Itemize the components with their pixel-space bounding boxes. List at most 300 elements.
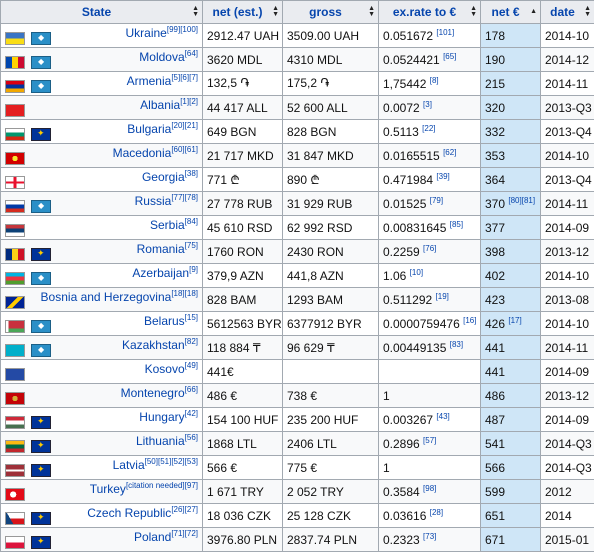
gross-cell-value: 3509.00 UAH [287, 29, 359, 43]
net-cell-value: 3620 MDL [207, 53, 262, 67]
moldova-flag-icon[interactable] [5, 56, 25, 69]
net-cell [203, 144, 283, 168]
sort-updown-icon[interactable]: ▲ ▼ [368, 6, 375, 18]
state-link[interactable]: Bosnia and Herzegovina [41, 290, 172, 304]
net-cell-value: 44 417 ALL [207, 101, 268, 115]
state-link[interactable]: Armenia [127, 74, 172, 88]
table-row [1, 192, 594, 216]
latvia-flag-icon[interactable] [5, 464, 25, 477]
eu-flag-icon[interactable] [31, 248, 51, 261]
cis-emblem-icon[interactable] [31, 200, 51, 213]
gross-cell-value: 4310 MDL [287, 53, 342, 67]
belarus-flag-icon[interactable] [5, 320, 25, 333]
sort-updown-icon[interactable]: ▲ ▼ [584, 6, 591, 18]
net-cell-value: 1760 RON [207, 245, 264, 259]
gross-cell [283, 192, 379, 216]
state-link[interactable]: Czech Republic [87, 506, 171, 520]
rate-cell-value: 0.3584 [383, 485, 420, 499]
net-euro-cell [481, 264, 541, 288]
net-cell [203, 480, 283, 504]
net-cell-value: 379,9 AZN [207, 269, 264, 283]
state-citation[interactable]: [77][78] [171, 193, 198, 202]
net-euro-cell [481, 408, 541, 432]
state-citation[interactable]: [18][18] [171, 289, 198, 298]
rate-cell [379, 96, 481, 120]
hungary-flag-icon[interactable] [5, 416, 25, 429]
sort-updown-icon[interactable]: ▲ ▼ [192, 6, 199, 18]
net-cell-value: 486 € [207, 389, 237, 403]
net-cell [203, 288, 283, 312]
state-citation[interactable]: [66] [185, 385, 198, 394]
net-euro-cell-value: 402 [485, 269, 505, 283]
state-citation[interactable]: [1][2] [180, 97, 198, 106]
net-cell-value: 566 € [207, 461, 237, 475]
azerbaijan-flag-icon[interactable] [5, 272, 25, 285]
citation-link[interactable]: [79] [430, 196, 443, 205]
state-citation[interactable]: [82] [185, 337, 198, 346]
net-cell [203, 456, 283, 480]
date-cell-value: 2013-Q4 [545, 173, 592, 187]
net-cell [203, 504, 283, 528]
state-citation[interactable]: [38] [185, 169, 198, 178]
net-euro-cell-value: 651 [485, 509, 505, 523]
state-citation[interactable]: [75] [185, 241, 198, 250]
rate-cell [379, 72, 481, 96]
ukraine-flag-icon[interactable] [5, 32, 25, 45]
date-cell [541, 192, 594, 216]
rate-cell-value: 1.06 [383, 269, 406, 283]
state-link[interactable]: Turkey [90, 482, 126, 496]
turkey-flag-icon[interactable] [5, 488, 25, 501]
state-link[interactable]: Macedonia [113, 146, 172, 160]
net-euro-cell [481, 312, 541, 336]
date-cell [541, 168, 594, 192]
gross-cell [283, 216, 379, 240]
net-cell [203, 432, 283, 456]
gross-cell-value: 235 200 HUF [287, 413, 358, 427]
table-row [1, 432, 594, 456]
date-cell-value: 2014-Q3 [545, 437, 592, 451]
gross-cell-value: 2406 LTL [287, 437, 337, 451]
net-euro-cell [481, 48, 541, 72]
state-citation[interactable]: [9] [189, 265, 198, 274]
rate-cell-value: 0.5113 [383, 125, 419, 139]
citation-link[interactable]: [10] [410, 268, 423, 277]
eu-flag-icon[interactable] [31, 416, 51, 429]
state-link[interactable]: Bulgaria [127, 122, 171, 136]
state-citation[interactable]: [49] [185, 361, 198, 370]
czech-flag-icon[interactable] [5, 512, 25, 525]
date-cell [541, 480, 594, 504]
state-citation[interactable]: [5][6][7] [171, 73, 198, 82]
bulgaria-flag-icon[interactable] [5, 128, 25, 141]
net-euro-cell [481, 96, 541, 120]
column-header-date[interactable]: date ▲ ▼ [541, 1, 594, 24]
table-row [1, 456, 594, 480]
gross-cell [283, 432, 379, 456]
date-cell-value: 2014 [545, 509, 572, 523]
sort-updown-icon[interactable]: ▲ ▼ [272, 6, 279, 18]
net-cell-value: 45 610 RSD [207, 221, 272, 235]
bosnia-flag-icon[interactable] [5, 296, 25, 309]
net-euro-cell [481, 192, 541, 216]
net-euro-cell [481, 144, 541, 168]
net-cell [203, 336, 283, 360]
citation-link[interactable]: [85] [450, 220, 463, 229]
date-cell-value: 2013-Q3 [545, 101, 592, 115]
date-cell-value: 2014-11 [545, 197, 588, 211]
net-euro-cell-value: 332 [485, 125, 505, 139]
column-header-net-est[interactable]: net (est.) ▲ ▼ [203, 1, 283, 24]
cis-emblem-icon[interactable] [31, 272, 51, 285]
rate-cell [379, 384, 481, 408]
gross-cell [283, 408, 379, 432]
gross-cell-value: 1293 BAM [287, 293, 343, 307]
net-euro-cell-value: 486 [485, 389, 505, 403]
rate-cell-value: 0.051672 [383, 29, 433, 43]
citation-link[interactable]: [83] [450, 340, 463, 349]
citation-link[interactable]: [76] [423, 244, 436, 253]
citation-link[interactable]: [22] [422, 124, 435, 133]
gross-cell-value: 25 128 CZK [287, 509, 351, 523]
state-link[interactable]: Moldova [139, 50, 184, 64]
net-cell [203, 24, 283, 48]
state-citation[interactable]: [56] [185, 433, 198, 442]
citation-link[interactable]: [43] [436, 412, 449, 421]
net-cell-value: 1 671 TRY [207, 485, 264, 499]
state-citation[interactable]: [20][21] [171, 121, 198, 130]
rate-cell [379, 336, 481, 360]
eu-flag-icon[interactable] [31, 464, 51, 477]
rate-cell [379, 408, 481, 432]
state-link[interactable]: Montenegro [121, 386, 185, 400]
gross-cell-value: 2430 RON [287, 245, 344, 259]
rate-cell [379, 504, 481, 528]
state-link[interactable]: Romania [137, 242, 185, 256]
date-cell [541, 96, 594, 120]
romania-flag-icon[interactable] [5, 248, 25, 261]
state-link[interactable]: Belarus [144, 314, 185, 328]
state-citation[interactable]: [84] [185, 217, 198, 226]
state-cell [1, 264, 203, 288]
net-euro-cell [481, 24, 541, 48]
citation-link[interactable]: [73] [423, 532, 436, 541]
column-header-state[interactable]: State ▲ ▼ [1, 1, 203, 24]
rate-cell-value: 0.2259 [383, 245, 420, 259]
gross-cell-value: 890 ₾ [287, 173, 320, 187]
rate-cell-value: 0.0165515 [383, 149, 440, 163]
kosovo-flag-icon[interactable] [5, 368, 25, 381]
net-euro-cell [481, 360, 541, 384]
rate-cell-value: 0.471984 [383, 173, 433, 187]
gross-cell [283, 24, 379, 48]
citation-link[interactable]: [3] [423, 100, 432, 109]
date-cell-value: 2012 [545, 485, 572, 499]
citation-link[interactable]: [19] [436, 292, 449, 301]
state-link[interactable]: Latvia [113, 458, 145, 472]
date-cell-value: 2014-09 [545, 221, 589, 235]
net-euro-cell-value: 320 [485, 101, 505, 115]
citation-link[interactable]: [16] [463, 316, 476, 325]
state-link[interactable]: Poland [134, 530, 171, 544]
date-cell-value: 2013-12 [545, 245, 589, 259]
date-cell-value: 2014-11 [545, 77, 588, 91]
gross-cell-value: 6377912 BYR [287, 317, 362, 331]
net-euro-cell-value: 370 [485, 197, 505, 211]
net-cell [203, 48, 283, 72]
table-row [1, 384, 594, 408]
net-euro-cell [481, 432, 541, 456]
rate-cell-value: 0.511292 [383, 293, 432, 307]
state-link[interactable]: Kazakhstan [122, 338, 185, 352]
poland-flag-icon[interactable] [5, 536, 25, 549]
rate-cell [379, 192, 481, 216]
state-cell [1, 456, 203, 480]
cis-emblem-icon[interactable] [31, 344, 51, 357]
date-cell [541, 360, 594, 384]
state-link[interactable]: Azerbaijan [132, 266, 189, 280]
citation-link[interactable]: [17] [508, 316, 521, 325]
cis-emblem-icon[interactable] [31, 320, 51, 333]
gross-cell [283, 528, 379, 552]
state-cell [1, 168, 203, 192]
gross-cell [283, 144, 379, 168]
citation-link[interactable]: [98] [423, 484, 436, 493]
state-citation[interactable]: [99][100] [167, 25, 198, 34]
state-citation[interactable]: [26][27] [171, 505, 198, 514]
citation-link[interactable]: [57] [423, 436, 436, 445]
citation-link[interactable]: [39] [436, 172, 449, 181]
sort-updown-icon[interactable]: ▲ ▼ [470, 6, 477, 18]
rate-cell [379, 312, 481, 336]
lithuania-flag-icon[interactable] [5, 440, 25, 453]
net-cell-value: 2912.47 UAH [207, 29, 279, 43]
table-row [1, 72, 594, 96]
cis-emblem-icon[interactable] [31, 80, 51, 93]
state-citation[interactable]: [50][51][52][53] [145, 457, 198, 466]
net-cell-value: 154 100 HUF [207, 413, 278, 427]
rate-cell-value: 0.00449135 [383, 341, 446, 355]
net-cell [203, 72, 283, 96]
state-link[interactable]: Lithuania [136, 434, 185, 448]
state-link[interactable]: Ukraine [126, 26, 167, 40]
table-row [1, 120, 594, 144]
table-row [1, 240, 594, 264]
rate-cell-value: 0.00831645 [383, 221, 446, 235]
net-euro-cell-value: 377 [485, 221, 505, 235]
state-cell [1, 288, 203, 312]
rate-cell [379, 264, 481, 288]
kazakhstan-flag-icon[interactable] [5, 344, 25, 357]
table-row [1, 96, 594, 120]
eu-flag-icon[interactable] [31, 440, 51, 453]
net-euro-cell [481, 336, 541, 360]
net-euro-cell-value: 426 [485, 317, 505, 331]
citation-link[interactable]: [80][81] [508, 196, 535, 205]
macedonia-flag-icon[interactable] [5, 152, 25, 165]
table-row [1, 336, 594, 360]
date-cell-value: 2014-09 [545, 365, 589, 379]
state-link[interactable]: Georgia [142, 170, 185, 184]
net-euro-cell-value: 441 [485, 341, 505, 355]
state-cell [1, 360, 203, 384]
net-cell-value: 771 ₾ [207, 173, 240, 187]
net-cell-value: 441€ [207, 365, 234, 379]
net-euro-cell-value: 487 [485, 413, 505, 427]
state-citation[interactable]: [citation needed][97] [126, 481, 198, 490]
net-euro-cell-value: 671 [485, 533, 505, 547]
state-cell [1, 216, 203, 240]
table-row [1, 408, 594, 432]
rate-cell-value: 0.2896 [383, 437, 420, 451]
state-cell [1, 504, 203, 528]
net-cell [203, 192, 283, 216]
net-euro-cell [481, 480, 541, 504]
net-euro-cell [481, 384, 541, 408]
state-cell [1, 432, 203, 456]
russia-flag-icon[interactable] [5, 200, 25, 213]
column-header-net-euro[interactable]: net € ▲ [481, 1, 541, 24]
date-cell [541, 264, 594, 288]
gross-cell-value: 175,2 ֏ [287, 76, 329, 90]
rate-cell-value: 1,75442 [383, 77, 426, 91]
gross-cell [283, 96, 379, 120]
cis-emblem-icon[interactable] [31, 56, 51, 69]
gross-cell [283, 360, 379, 384]
net-cell [203, 264, 283, 288]
table-row [1, 168, 594, 192]
eu-flag-icon[interactable] [31, 512, 51, 525]
rate-cell [379, 168, 481, 192]
state-cell [1, 24, 203, 48]
rate-cell [379, 144, 481, 168]
date-cell-value: 2014-09 [545, 413, 589, 427]
gross-cell-value: 96 629 ₸ [287, 341, 335, 355]
net-euro-cell-value: 566 [485, 461, 505, 475]
column-header-gross[interactable]: gross ▲ ▼ [283, 1, 379, 24]
date-cell [541, 456, 594, 480]
rate-cell [379, 24, 481, 48]
date-cell [541, 120, 594, 144]
net-euro-cell-value: 353 [485, 149, 505, 163]
sort-up-icon[interactable]: ▲ [530, 9, 537, 15]
state-citation[interactable]: [60][61] [171, 145, 198, 154]
date-cell-value: 2014-10 [545, 29, 589, 43]
date-cell [541, 24, 594, 48]
state-cell [1, 408, 203, 432]
citation-link[interactable]: [101] [436, 28, 454, 37]
net-euro-cell [481, 168, 541, 192]
citation-link[interactable]: [8] [430, 76, 439, 85]
table-row [1, 504, 594, 528]
state-link[interactable]: Russia [135, 194, 172, 208]
gross-cell-value: 828 BGN [287, 125, 336, 139]
rate-cell [379, 120, 481, 144]
rate-cell-value: 1 [383, 389, 390, 403]
gross-cell-value: 441,8 AZN [287, 269, 344, 283]
state-cell [1, 120, 203, 144]
eu-flag-icon[interactable] [31, 536, 51, 549]
rate-cell [379, 456, 481, 480]
state-citation[interactable]: [64] [185, 49, 198, 58]
state-citation[interactable]: [15] [185, 313, 198, 322]
citation-link[interactable]: [62] [443, 148, 456, 157]
gross-cell [283, 72, 379, 96]
gross-cell [283, 312, 379, 336]
date-cell [541, 336, 594, 360]
rate-cell [379, 48, 481, 72]
date-cell-value: 2013-08 [545, 293, 589, 307]
rate-cell-value: 0.2323 [383, 533, 420, 547]
state-link[interactable]: Serbia [150, 218, 185, 232]
state-citation[interactable]: [71][72] [171, 529, 198, 538]
rate-cell-value: 1 [383, 461, 390, 475]
net-cell [203, 120, 283, 144]
net-euro-cell [481, 288, 541, 312]
eu-flag-icon[interactable] [31, 128, 51, 141]
rate-cell-value: 0.003267 [383, 413, 433, 427]
net-cell-value: 5612563 BYR [207, 317, 282, 331]
cis-emblem-icon[interactable] [31, 32, 51, 45]
net-cell [203, 360, 283, 384]
net-euro-cell-value: 541 [485, 437, 505, 451]
net-cell-value: 132,5 ֏ [207, 76, 249, 90]
state-cell [1, 528, 203, 552]
gross-cell-value: 52 600 ALL [287, 101, 348, 115]
date-cell [541, 216, 594, 240]
rate-cell [379, 480, 481, 504]
net-cell [203, 312, 283, 336]
state-cell [1, 336, 203, 360]
state-link[interactable]: Hungary [139, 410, 184, 424]
rate-cell-value: 0.0000759476 [383, 317, 460, 331]
gross-cell [283, 168, 379, 192]
gross-cell [283, 120, 379, 144]
gross-cell [283, 384, 379, 408]
gross-cell [283, 48, 379, 72]
gross-cell [283, 288, 379, 312]
serbia-flag-icon[interactable] [5, 224, 25, 237]
net-euro-cell [481, 240, 541, 264]
table-row [1, 288, 594, 312]
table-row [1, 264, 594, 288]
net-euro-cell-value: 423 [485, 293, 505, 307]
date-cell-value: 2014-10 [545, 317, 589, 331]
montenegro-flag-icon[interactable] [5, 392, 25, 405]
net-euro-cell [481, 216, 541, 240]
date-cell-value: 2013-12 [545, 389, 589, 403]
net-cell [203, 408, 283, 432]
column-header-exchange-rate[interactable]: ex.rate to € ▲ ▼ [379, 1, 481, 24]
albania-flag-icon[interactable] [5, 104, 25, 117]
state-citation[interactable]: [42] [185, 409, 198, 418]
georgia-flag-icon[interactable] [5, 176, 25, 189]
date-cell [541, 288, 594, 312]
citation-link[interactable]: [28] [430, 508, 443, 517]
rate-cell [379, 216, 481, 240]
citation-link[interactable]: [65] [443, 52, 456, 61]
date-cell [541, 408, 594, 432]
date-cell [541, 384, 594, 408]
armenia-flag-icon[interactable] [5, 80, 25, 93]
gross-cell [283, 456, 379, 480]
date-cell-value: 2014-10 [545, 269, 589, 283]
net-cell-value: 1868 LTL [207, 437, 257, 451]
state-link[interactable]: Albania [140, 98, 180, 112]
net-cell [203, 216, 283, 240]
net-cell-value: 18 036 CZK [207, 509, 271, 523]
state-link[interactable]: Kosovo [145, 362, 185, 376]
